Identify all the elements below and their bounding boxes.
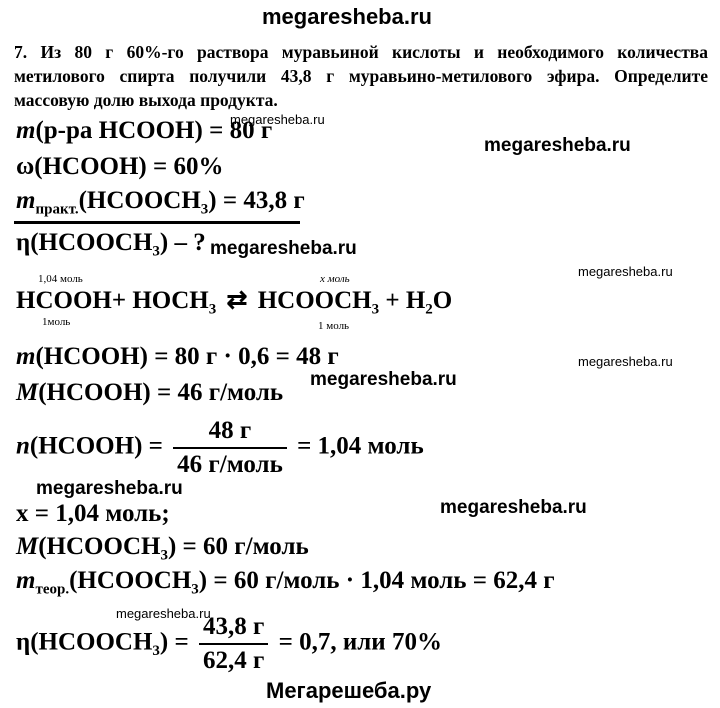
given-practical-mass: $m_{практ.}(HCOOCH_3) = 43,8$ г — [16, 187, 305, 218]
watermark-right: megaresheba.ru — [484, 135, 631, 156]
problem-text: 7. Из 80 г 60%-го раствора муравьиной кислоты и необходимого количества метилового спирта получили 43,8 г муравьино-метилового эфира. Определите массовую долю выхода продукта. — [14, 42, 708, 110]
reaction-equation: HCOOH+ $HOCH_3$ ⇄ $HCOOCH_3 + H_2O$ — [16, 287, 453, 318]
given-mass-fraction: ω(HCOOH) = 60% — [16, 153, 224, 180]
watermark-left: megaresheba.ru — [36, 478, 183, 499]
calc-mass-acid: m(HCOOH) = 80 г · 0,6 = 48 г — [16, 343, 339, 370]
reaction-above-right: x моль — [320, 273, 350, 285]
calc-molar-mass-acid: M(HCOOH) = 46 г/моль — [16, 379, 284, 406]
watermark-inline: megaresheba.ru — [210, 238, 357, 259]
fraction: $\frac{43,8 г}{62,4 г}$ — [199, 613, 268, 675]
calc-yield: $\eta(HCOOCH_3)$ = $\frac{43,8 г}{62,4 г}$ = 0,7, или 70% — [16, 613, 442, 674]
watermark-small: megaresheba.ru — [230, 112, 325, 127]
watermark-right: megaresheba.ru — [440, 497, 587, 518]
watermark-small: megaresheba.ru — [116, 606, 211, 621]
reaction-below-left: 1моль — [42, 316, 71, 328]
find-yield: $\eta(HCOOCH_3)$ – ? — [16, 229, 206, 260]
calc-x: x = 1,04 моль; — [16, 500, 170, 527]
calc-molar-mass-ester: $M(HCOOCH_3) = 60$ г/моль — [16, 533, 309, 564]
watermark-middle: megaresheba.ru — [310, 369, 457, 390]
given-divider — [14, 221, 300, 224]
fraction: $\frac{48 г}{\text{46 г/моль}}$ — [173, 417, 287, 479]
watermark-top: megaresheba.ru — [262, 4, 432, 29]
watermark-small-right: megaresheba.ru — [578, 354, 673, 369]
given-mass-solution: m(р-ра HCOOH) = 80 г — [16, 117, 273, 144]
watermark-bottom: Мегарешеба.ру — [266, 678, 432, 703]
reaction-below-right: 1 моль — [318, 320, 350, 332]
watermark-small-right: megaresheba.ru — [578, 264, 673, 279]
calc-moles-acid: n(HCOOH) = $\frac{48 г}{\text{46 г/моль}}$ = 1,04 моль — [16, 417, 424, 478]
reaction-above-left: 1,04 моль — [38, 273, 83, 285]
calc-theoretical-mass: $m_{теор.}(HCOOCH_3) = 60$ г/моль · 1,04 моль = 62,4 г — [16, 567, 555, 598]
